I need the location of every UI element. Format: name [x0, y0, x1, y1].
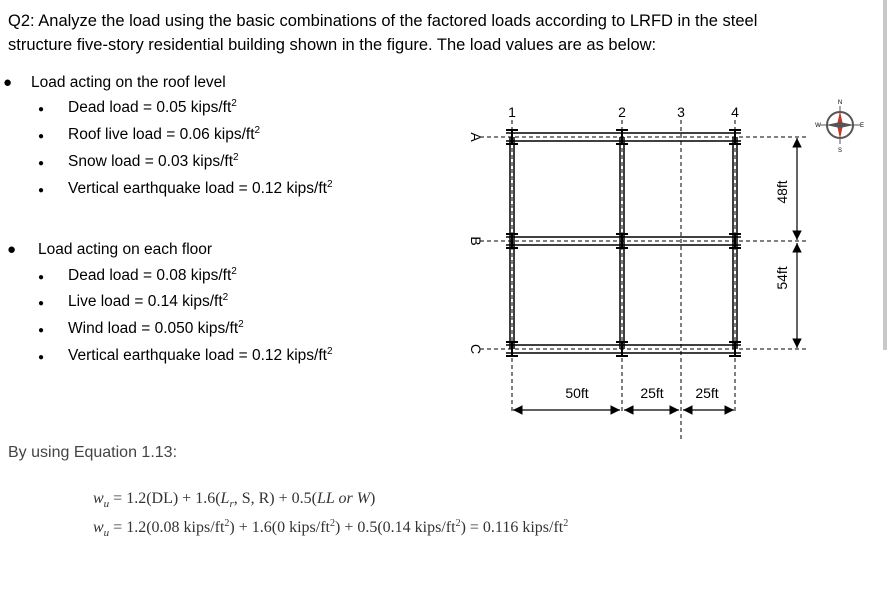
- row-label-b: B: [468, 236, 484, 246]
- roof-heading: Load acting on the roof level: [31, 74, 226, 91]
- bullet-floor-3: ●: [38, 325, 45, 336]
- equation-label: By using Equation 1.13:: [8, 444, 178, 461]
- bullet-roof-1: ●: [38, 104, 45, 115]
- dim-54ft: 54ft: [774, 266, 790, 290]
- roof-item-2: Roof live load = 0.06 kips/$ft^2$: [68, 125, 261, 143]
- compass-n: N: [837, 100, 843, 106]
- row-label-a: A: [468, 132, 484, 142]
- floor-item-3: Wind load = 0.050 kips/$ft^2$: [68, 319, 244, 337]
- row-label-c: C: [468, 343, 484, 355]
- bullet-floor: ●: [7, 241, 17, 258]
- roof-item-3: Snow load = 0.03 kips/$ft^2$: [68, 152, 239, 170]
- floor-heading: Load acting on each floor: [38, 241, 213, 258]
- bullet-roof: ●: [3, 74, 13, 91]
- compass-w: W: [815, 123, 821, 129]
- question-text: Q2: Analyze the load using the basic combinations of the factored loads according to LRFD in the steel structure five-story residential building shown in the figure. The load values are as below:: [8, 12, 758, 54]
- dim-25ft-b: 25ft: [695, 385, 719, 401]
- floor-item-1: Dead load = 0.08 kips/$ft^2$: [68, 266, 237, 284]
- dim-25ft-a: 25ft: [640, 385, 664, 401]
- bullet-roof-4: ●: [38, 185, 45, 196]
- bullet-floor-4: ●: [38, 352, 45, 363]
- bullet-roof-3: ●: [38, 158, 45, 169]
- dim-48ft: 48ft: [774, 180, 790, 204]
- compass-icon: [815, 100, 864, 154]
- column-label-2: 2: [618, 104, 626, 120]
- beams: [506, 133, 741, 353]
- equation-1: $w_u = 1.2(DL) + 1.6(L_r$, S, R) + 0.5(LL or W): [93, 490, 376, 511]
- floor-item-2: Live load = 0.14 kips/$ft^2$: [68, 292, 229, 310]
- compass-s: S: [837, 148, 843, 154]
- bullet-roof-2: ●: [38, 131, 45, 142]
- bullet-floor-1: ●: [38, 272, 45, 283]
- roof-item-1: Dead load = 0.05 kips/$ft^2$: [68, 98, 237, 116]
- scrollbar[interactable]: [883, 0, 887, 350]
- dim-50ft: 50ft: [565, 385, 589, 401]
- roof-item-4: Vertical earthquake load = 0.12 kips/$ft^2$: [68, 179, 333, 197]
- column-label-1: 1: [508, 104, 516, 120]
- equation-2: $w_u = 1.2(0.08$ kips/$ft^2) + 1.6(0$ kips/$ft^2) + 0.5(0.14$ kips/$ft^2) = 0.116$ kips/$ft^2$: [93, 518, 569, 540]
- bullet-floor-2: ●: [38, 298, 45, 309]
- column-label-4: 4: [731, 104, 739, 120]
- floor-item-4: Vertical earthquake load = 0.12 kips/$ft^2$: [68, 346, 333, 364]
- column-label-3: 3: [677, 104, 685, 120]
- compass-e: E: [859, 123, 865, 129]
